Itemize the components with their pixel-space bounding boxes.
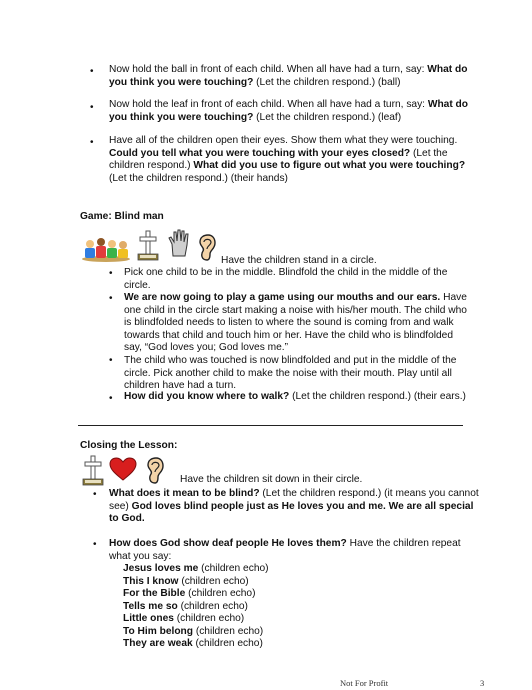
echo-line: Tells me so (children echo): [123, 601, 248, 612]
game-step-blindfold: [124, 267, 470, 292]
game-intro: Have the children stand in a circle.: [221, 255, 377, 266]
text: (Let the children respond.) (leaf): [253, 111, 402, 123]
bullet-marker: •: [90, 66, 94, 77]
text: Pick one child to be in the middle. Blindfold the child in the middle of the circle.: [124, 267, 448, 291]
bullet-marker: •: [93, 489, 97, 500]
text: Now hold the ball in front of each child. When all have had a turn, say:: [109, 64, 428, 75]
text: (Let the children respond.): [109, 147, 448, 172]
closing-heading: Closing the Lesson:: [80, 440, 178, 451]
bullet-ball: [109, 64, 481, 89]
game-step-rotate: [124, 355, 470, 393]
text: Have the children repeat what you say:: [109, 538, 461, 562]
bold-text: What did you use to figure out what you were touching?: [193, 160, 466, 172]
text: (Let the children respond.) (their ears.): [289, 391, 466, 402]
ear-icon: [145, 457, 165, 485]
text: Now hold the leaf in front of each child. When all have had a turn, say:: [109, 99, 428, 110]
text: Have one child in the circle start making a noise with his/her mouth. The child who is blindfolded needs to listen to where the sound is coming from and walk towards that child and touch him or her. Have the child who is blindfolded say, “God loves you; God loves me.”: [124, 292, 467, 354]
text: (Let the children respond.) (their hands): [109, 172, 288, 184]
section-divider: [78, 425, 463, 426]
text: The child who was touched is now blindfolded and put in the middle of the circle. Pick another child to make the noise with their mouth. Play until all children have had a turn.: [124, 355, 457, 392]
text: (Let the children respond.) (ball): [253, 76, 401, 88]
bold-text: Could you tell what you were touching with your eyes closed?: [109, 147, 411, 159]
closing-blind-question: [109, 488, 481, 526]
game-heading: Game: Blind man: [80, 211, 164, 222]
bullet-marker: •: [109, 268, 113, 279]
bullet-leaf: [109, 99, 481, 124]
bullet-marker: •: [93, 539, 97, 550]
bold-text: How does God show deaf people He loves them?: [109, 538, 347, 549]
cross-bible-icon: [135, 230, 161, 262]
echo-line: This I know (children echo): [123, 576, 249, 587]
bold-text: God loves blind people just as He loves you and me. We are all special to God.: [109, 500, 474, 525]
bullet-marker: •: [90, 102, 94, 113]
bold-text: What do you think you were touching?: [109, 99, 469, 123]
bullet-marker: •: [109, 355, 113, 366]
echo-line: To Him belong (children echo): [123, 626, 264, 637]
text: Have all of the children open their eyes. Show them what they were touching.: [109, 135, 458, 146]
echo-line: For the Bible (children echo): [123, 588, 256, 599]
ear-icon: [197, 234, 217, 262]
bold-text: What does it mean to be blind?: [109, 488, 260, 499]
bold-text: What do you think you were touching?: [109, 64, 468, 88]
text: (Let the children respond.) (it means you cannot see): [109, 488, 479, 512]
bullet-open-eyes: [109, 135, 481, 185]
hand-icon: [167, 228, 193, 258]
echo-line: Little ones (children echo): [123, 613, 245, 624]
closing-intro: Have the children sit down in their circle.: [180, 474, 363, 485]
echo-line: Jesus loves me (children echo): [123, 563, 269, 574]
children-group-icon: [81, 236, 131, 262]
cross-bible-icon: [80, 455, 106, 487]
bold-text: We are now going to play a game using our mouths and our ears.: [124, 292, 441, 303]
echo-line: They are weak (children echo): [123, 638, 263, 649]
bullet-marker: •: [109, 393, 113, 404]
bullet-marker: •: [90, 137, 94, 148]
game-step-question: [124, 391, 470, 404]
closing-deaf-question: [109, 538, 481, 563]
bullet-marker: •: [109, 293, 113, 304]
footer-text: Not For Profit: [340, 678, 389, 688]
bold-text: How did you know where to walk?: [124, 391, 290, 402]
heart-icon: [109, 457, 137, 481]
game-step-noise: [124, 292, 470, 355]
page-number: 3: [480, 678, 485, 688]
